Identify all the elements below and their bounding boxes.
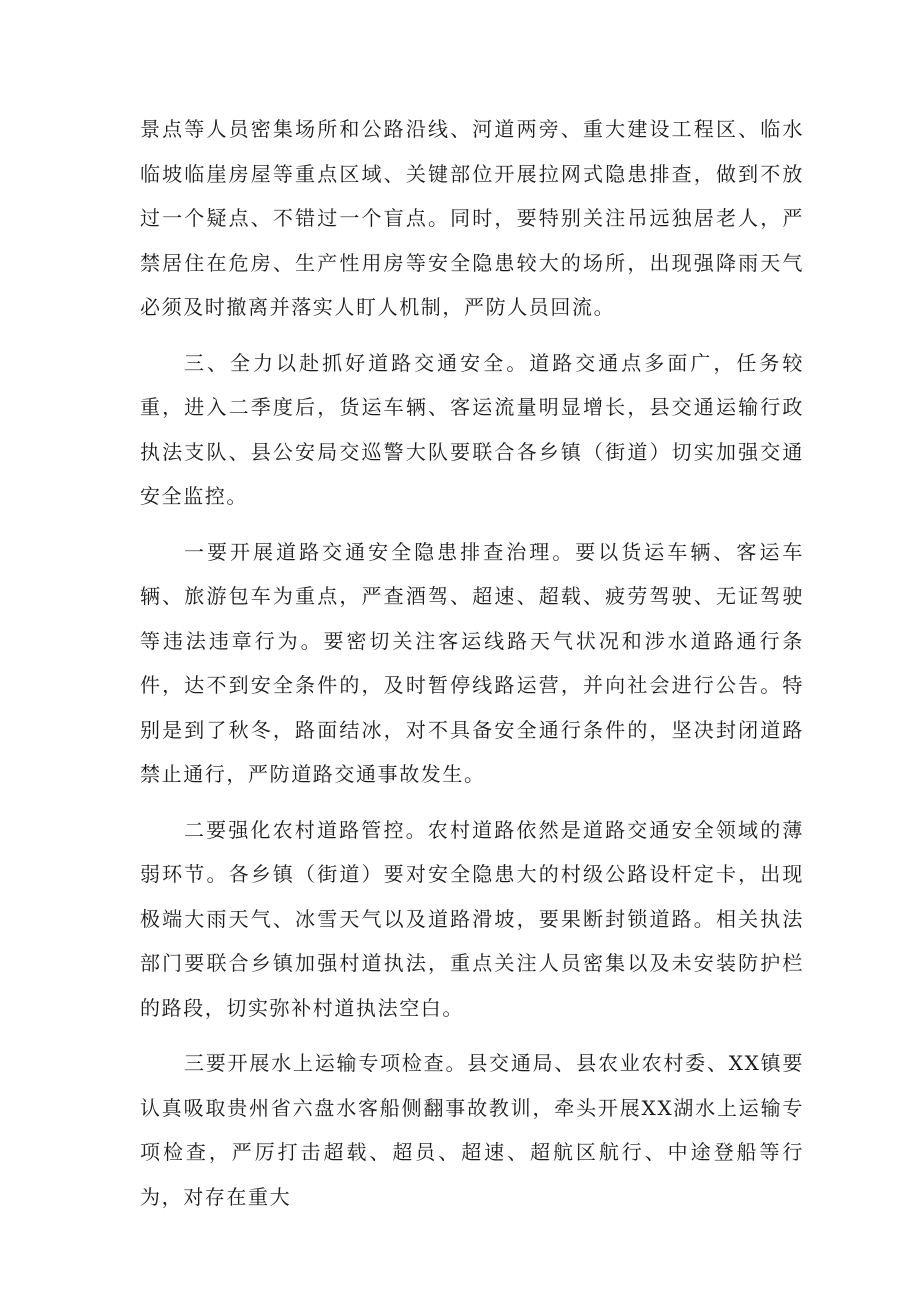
paragraph-continuation: 景点等人员密集场所和公路沿线、河道两旁、重大建设工程区、临水临坡临崖房屋等重点区域、关键部位开展拉网式隐患排查，做到不放过一个疑点、不错过一个盲点。同时，要特别关注吊远独居老人，严禁居住在危房、生产性用房等安全隐患较大的场所，出现强降雨天气必须及时撤离并落实人盯人机制，严防人员回流。 — [140, 117, 804, 319]
document-body — [140, 107, 804, 1230]
paragraph-water-transport-inspection: 三要开展水上运输专项检查。县交通局、县农业农村委、XX镇要认真吸取贵州省六盘水客船侧翻事故教训，牵头开展XX湖水上运输专项检查，严厉打击超载、超员、超速、超航区航行、中途登船等行为，对存在重大 — [140, 1051, 804, 1209]
paragraph-road-hazard-inspection: 一要开展道路交通安全隐患排查治理。要以货运车辆、客运车辆、旅游包车为重点，严查酒驾、超速、超载、疲劳驾驶、无证驾驶等违法违章行为。要密切关注客运线路天气状况和涉水道路通行条件，达不到安全条件的，及时暂停线路运营，并向社会进行公告。特别是到了秋冬，路面结冰，对不具备安全通行条件的，坚决封闭道路禁止通行，严防道路交通事故发生。 — [140, 539, 804, 786]
paragraph-rural-road-control: 二要强化农村道路管控。农村道路依然是道路交通安全领域的薄弱环节。各乡镇（街道）要对安全隐患大的村级公路设杆定卡，出现极端大雨天气、冰雪天气以及道路滑坡，要果断封锁道路。相关执法部门要联合乡镇加强村道执法，重点关注人员密集以及未安装防护栏的路段，切实弥补村道执法空白。 — [140, 817, 804, 1020]
paragraph-section-three-heading: 三、全力以赴抓好道路交通安全。道路交通点多面广，任务较重，进入二季度后，货运车辆、客运流量明显增长，县交通运输行政执法支队、县公安局交巡警大队要联合各乡镇（街道）切实加强交通安全监控。 — [140, 350, 804, 508]
